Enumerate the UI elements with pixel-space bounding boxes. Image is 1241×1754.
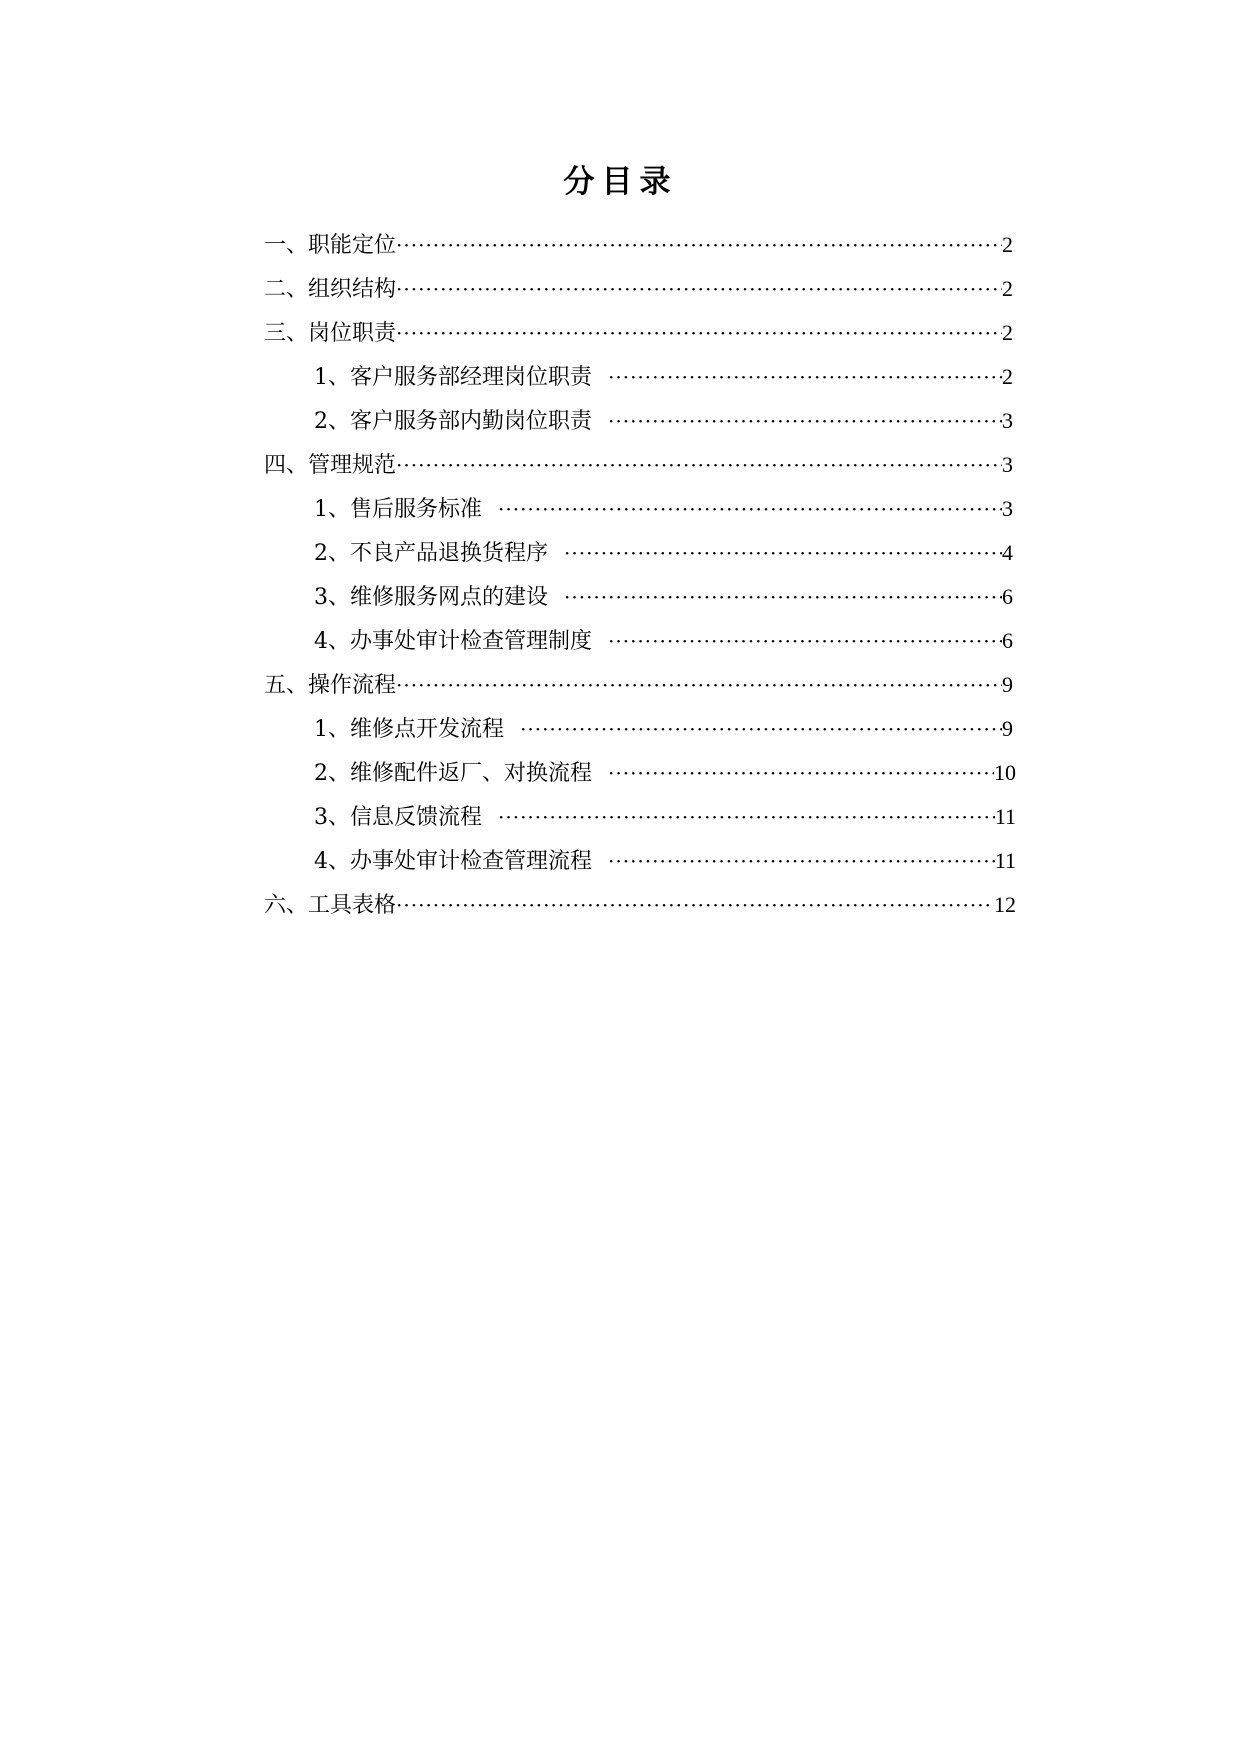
toc-entry-text: 四、管理规范 bbox=[264, 453, 397, 478]
page-title: 分目录 bbox=[563, 164, 678, 200]
toc-entry-text: 一、职能定位 bbox=[264, 233, 397, 258]
dot-leader bbox=[396, 663, 1002, 707]
toc-entry-text: 1、维修点开发流程 bbox=[314, 717, 504, 742]
toc-entry-parts-return-exchange[interactable] bbox=[264, 751, 1016, 795]
dot-leader bbox=[608, 839, 995, 883]
toc-entry-text: 3、信息反馈流程 bbox=[314, 805, 482, 830]
toc-entry-service-network-construction[interactable] bbox=[264, 575, 1016, 619]
toc-page-number: 3 bbox=[1002, 496, 1013, 521]
toc-page-number: 6 bbox=[1002, 584, 1013, 609]
dot-leader bbox=[608, 399, 1002, 443]
toc-entry-text: 二、组织结构 bbox=[264, 277, 397, 302]
toc-page-number: 4 bbox=[1002, 540, 1013, 565]
dot-leader bbox=[564, 531, 1002, 575]
toc-entry-after-sales-standards[interactable] bbox=[264, 487, 1016, 531]
toc-entry-text: 3、维修服务网点的建设 bbox=[314, 585, 548, 610]
toc-entry-functional-positioning[interactable] bbox=[264, 223, 1016, 267]
toc-entry-audit-inspection-process[interactable] bbox=[264, 839, 1016, 883]
toc-page-number: 9 bbox=[1002, 716, 1013, 741]
toc-entry-information-feedback[interactable] bbox=[264, 795, 1016, 839]
toc-page-number: 10 bbox=[994, 760, 1016, 785]
toc-entry-tool-forms[interactable] bbox=[264, 883, 1016, 927]
toc-entry-office-staff-responsibilities[interactable] bbox=[264, 399, 1016, 443]
dot-leader bbox=[608, 355, 1002, 399]
toc-page-number: 11 bbox=[994, 848, 1016, 873]
dot-leader bbox=[498, 487, 1002, 531]
toc-entry-audit-inspection-system[interactable] bbox=[264, 619, 1016, 663]
toc-entry-text: 2、客户服务部内勤岗位职责 bbox=[314, 409, 592, 434]
toc-entry-organization-structure[interactable] bbox=[264, 267, 1016, 311]
toc-entry-text: 五、操作流程 bbox=[264, 673, 397, 698]
dot-leader bbox=[520, 707, 1002, 751]
dot-leader bbox=[498, 795, 995, 839]
toc-entry-management-norms[interactable] bbox=[264, 443, 1016, 487]
dot-leader bbox=[396, 443, 1002, 487]
toc-page-number: 3 bbox=[1002, 452, 1013, 477]
toc-page-number: 12 bbox=[994, 892, 1016, 917]
dot-leader bbox=[564, 575, 1002, 619]
toc-page-number: 9 bbox=[1002, 672, 1013, 697]
toc-entry-text: 三、岗位职责 bbox=[264, 321, 397, 346]
toc-entry-text: 4、办事处审计检查管理流程 bbox=[314, 849, 592, 874]
toc-page-number: 3 bbox=[1002, 408, 1013, 433]
toc-entry-text: 2、维修配件返厂、对换流程 bbox=[314, 761, 592, 786]
toc-entry-job-responsibilities[interactable] bbox=[264, 311, 1016, 355]
toc-entry-text: 六、工具表格 bbox=[264, 893, 397, 918]
dot-leader bbox=[396, 311, 1002, 355]
dot-leader bbox=[608, 751, 994, 795]
toc-entry-operation-process[interactable] bbox=[264, 663, 1016, 707]
dot-leader bbox=[608, 619, 1002, 663]
toc-page-number: 6 bbox=[1002, 628, 1013, 653]
toc-entry-return-exchange-procedure[interactable] bbox=[264, 531, 1016, 575]
toc-entry-manager-responsibilities[interactable] bbox=[264, 355, 1016, 399]
toc-page-number: 2 bbox=[1002, 320, 1013, 345]
toc-page-number: 2 bbox=[1002, 276, 1013, 301]
toc-page-number: 2 bbox=[1002, 364, 1013, 389]
dot-leader bbox=[396, 883, 994, 927]
toc-entry-text: 1、售后服务标准 bbox=[314, 497, 482, 522]
toc-page-number: 11 bbox=[994, 804, 1016, 829]
toc-entry-text: 1、客户服务部经理岗位职责 bbox=[314, 365, 592, 390]
table-of-contents bbox=[264, 223, 1016, 927]
toc-entry-text: 2、不良产品退换货程序 bbox=[314, 541, 548, 566]
toc-page-number: 2 bbox=[1002, 232, 1013, 257]
toc-entry-repair-point-development[interactable] bbox=[264, 707, 1016, 751]
toc-entry-text: 4、办事处审计检查管理制度 bbox=[314, 629, 592, 654]
dot-leader bbox=[396, 223, 1002, 267]
dot-leader bbox=[396, 267, 1002, 311]
